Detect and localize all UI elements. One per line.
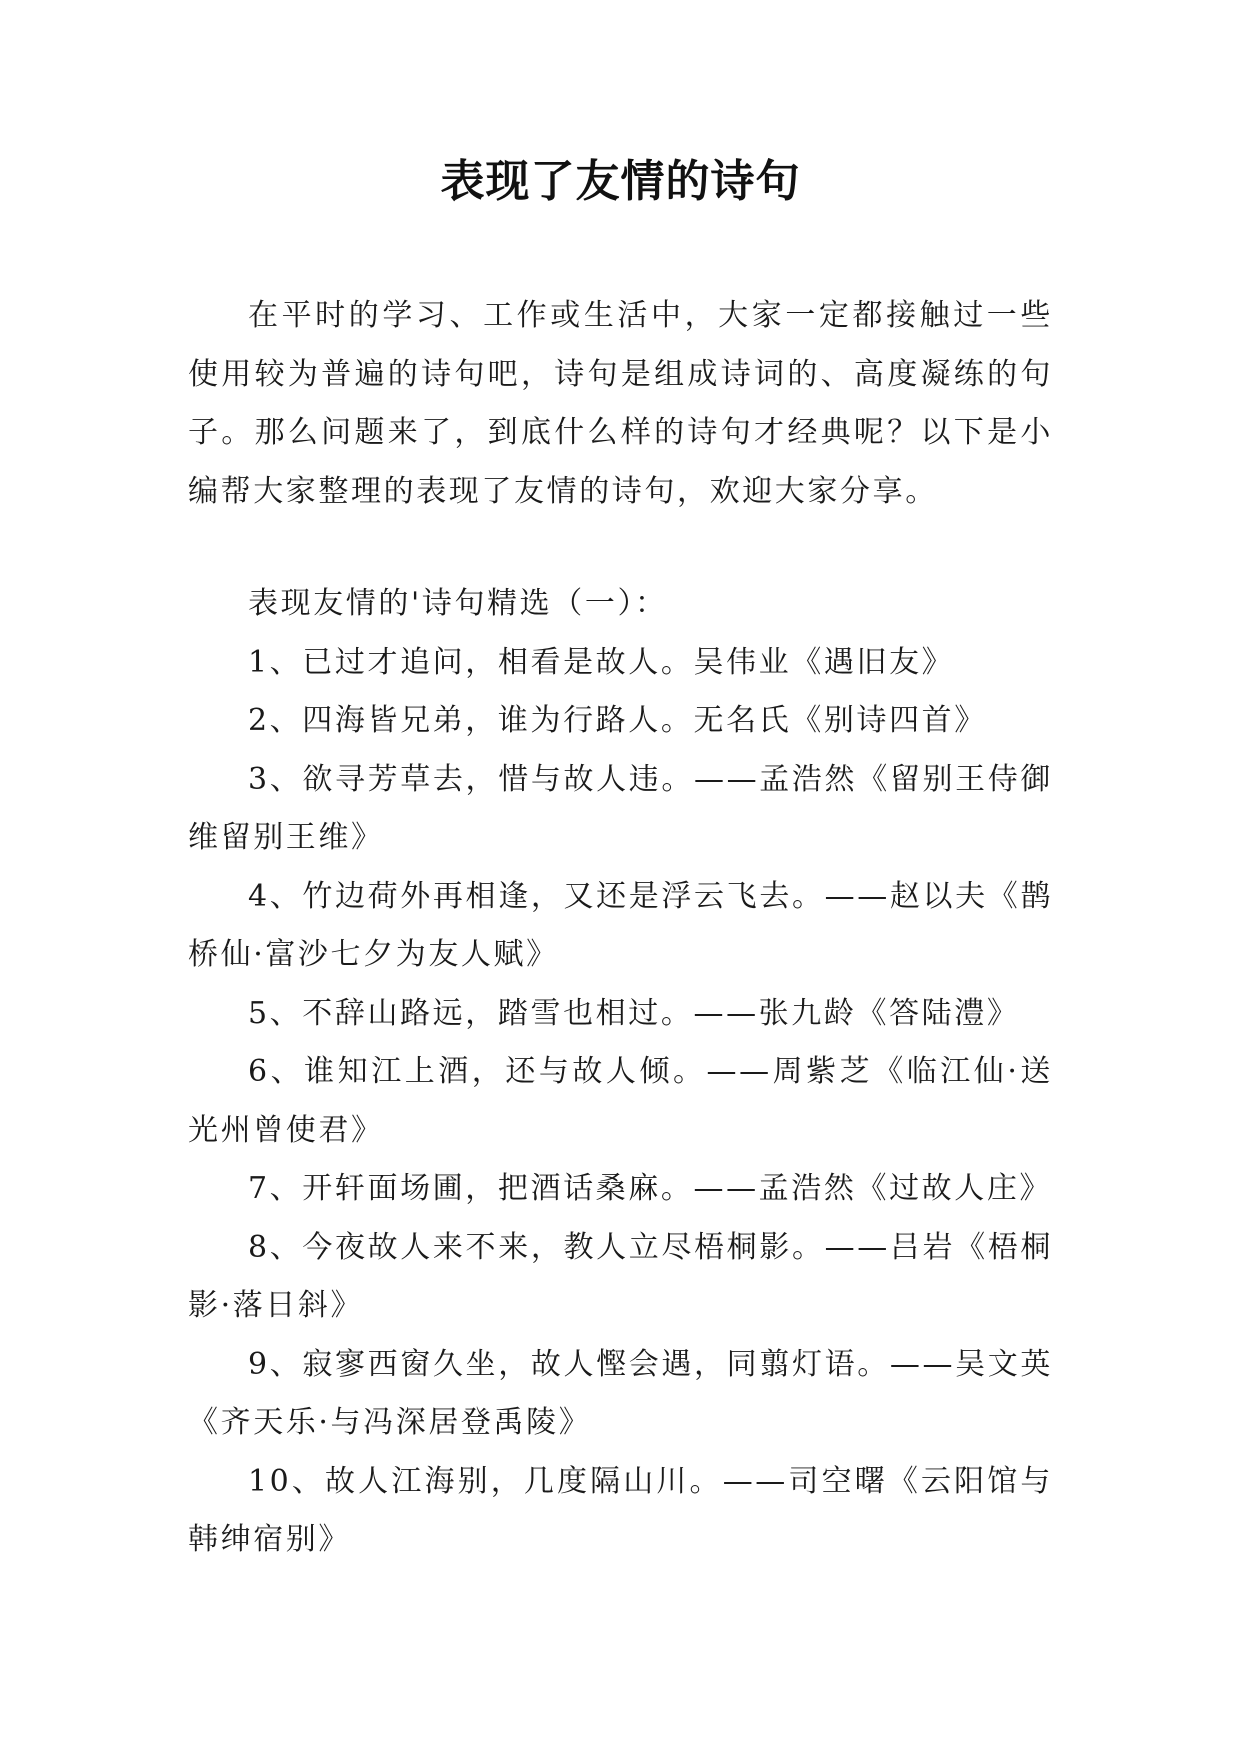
list-item: 5、不辞山路远，踏雪也相过。——张九龄《答陆澧》 xyxy=(248,995,1020,1031)
list-item: 10、故人江海别，几度隔山川。——司空曙《云阳馆与韩绅宿别》 xyxy=(188,1463,1053,1557)
page-title: 表现了友情的诗句 xyxy=(440,156,801,207)
list-item: 6、谁知江上酒，还与故人倾。——周紫芝《临江仙·送光州曾使君》 xyxy=(188,1054,1053,1148)
list-item: 3、欲寻芳草去，惜与故人违。——孟浩然《留别王侍御维留别王维》 xyxy=(188,761,1053,855)
list-item: 8、今夜故人来不来，教人立尽梧桐影。——吕岩《梧桐影·落日斜》 xyxy=(188,1229,1053,1323)
intro-section xyxy=(188,287,1053,521)
list-item: 9、寂寥西窗久坐，故人慳会遇，同翦灯语。——吴文英《齐天乐·与冯深居登禹陵》 xyxy=(188,1346,1053,1440)
poem-list-section xyxy=(188,575,1053,1570)
section-heading: 表现友情的'诗句精选（一）： xyxy=(248,586,668,621)
intro-paragraph: 在平时的学习、工作或生活中，大家一定都接触过一些使用较为普遍的诗句吧，诗句是组成诗词的、高度凝练的句子。那么问题来了，到底什么样的诗句才经典呢？以下是小编帮大家整理的表现了友情的诗句，欢迎大家分享。 xyxy=(188,298,1053,509)
list-item: 2、四海皆兄弟，谁为行路人。无名氏《别诗四首》 xyxy=(248,703,987,738)
list-item: 1、已过才追问，相看是故人。吴伟业《遇旧友》 xyxy=(248,644,955,680)
list-item: 4、竹边荷外再相逢，又还是浮云飞去。——赵以夫《鹊桥仙·富沙七夕为友人赋》 xyxy=(188,878,1053,972)
list-item: 7、开轩面场圃，把酒话桑麻。——孟浩然《过故人庄》 xyxy=(248,1171,1053,1206)
